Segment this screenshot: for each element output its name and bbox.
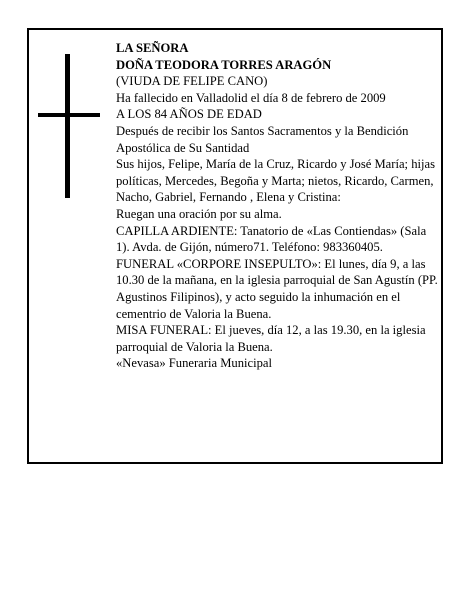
chapel-paragraph: CAPILLA ARDIENTE: Tanatorio de «Las Contiendas» (Sala 1). Avda. de Gijón, número71. Teléfono: 983360405. bbox=[116, 223, 427, 255]
deceased-name: DOÑA TEODORA TORRES ARAGÓN bbox=[116, 57, 332, 72]
family-paragraph: Sus hijos, Felipe, María de la Cruz, Ricardo y José María; hijas políticas, Mercedes, Begoña y Marta; nietos, Ricardo, Carmen, Nacho, Gabriel, Fernando , Elena y Cristina: bbox=[116, 157, 435, 205]
funeral-paragraph: FUNERAL «CORPORE INSEPULTO»: El lunes, día 9, a las 10.30 de la mañana, en la iglesia parroquial de San Agustín (PP. Agustinos Filipinos), y acto seguido la inhumación en el cementrio de Valoria la Buena. bbox=[116, 256, 438, 321]
age-line: A LOS 84 AÑOS DE EDAD bbox=[116, 107, 262, 122]
death-line: Ha fallecido en Valladolid el día 8 de febrero de 2009 bbox=[116, 90, 386, 105]
mass-paragraph: MISA FUNERAL: El jueves, día 12, a las 19.30, en la iglesia parroquial de Valoria la Buena. bbox=[116, 323, 426, 354]
prayer-line: Ruegan una oración por su alma. bbox=[116, 206, 282, 221]
cross-vertical-bar bbox=[65, 54, 70, 198]
funeral-home-line: «Nevasa» Funeraria Municipal bbox=[116, 356, 272, 371]
cross-horizontal-bar bbox=[38, 113, 100, 117]
obituary-notice bbox=[27, 28, 443, 464]
widow-line: (VIUDA DE FELIPE CANO) bbox=[116, 74, 268, 89]
cross-icon bbox=[38, 54, 100, 198]
notice-text bbox=[116, 40, 438, 372]
title-line-1: LA SEÑORA bbox=[116, 41, 189, 55]
sacraments-line: Después de recibir los Santos Sacramentos y la Bendición Apostólica de Su Santidad bbox=[116, 123, 409, 155]
